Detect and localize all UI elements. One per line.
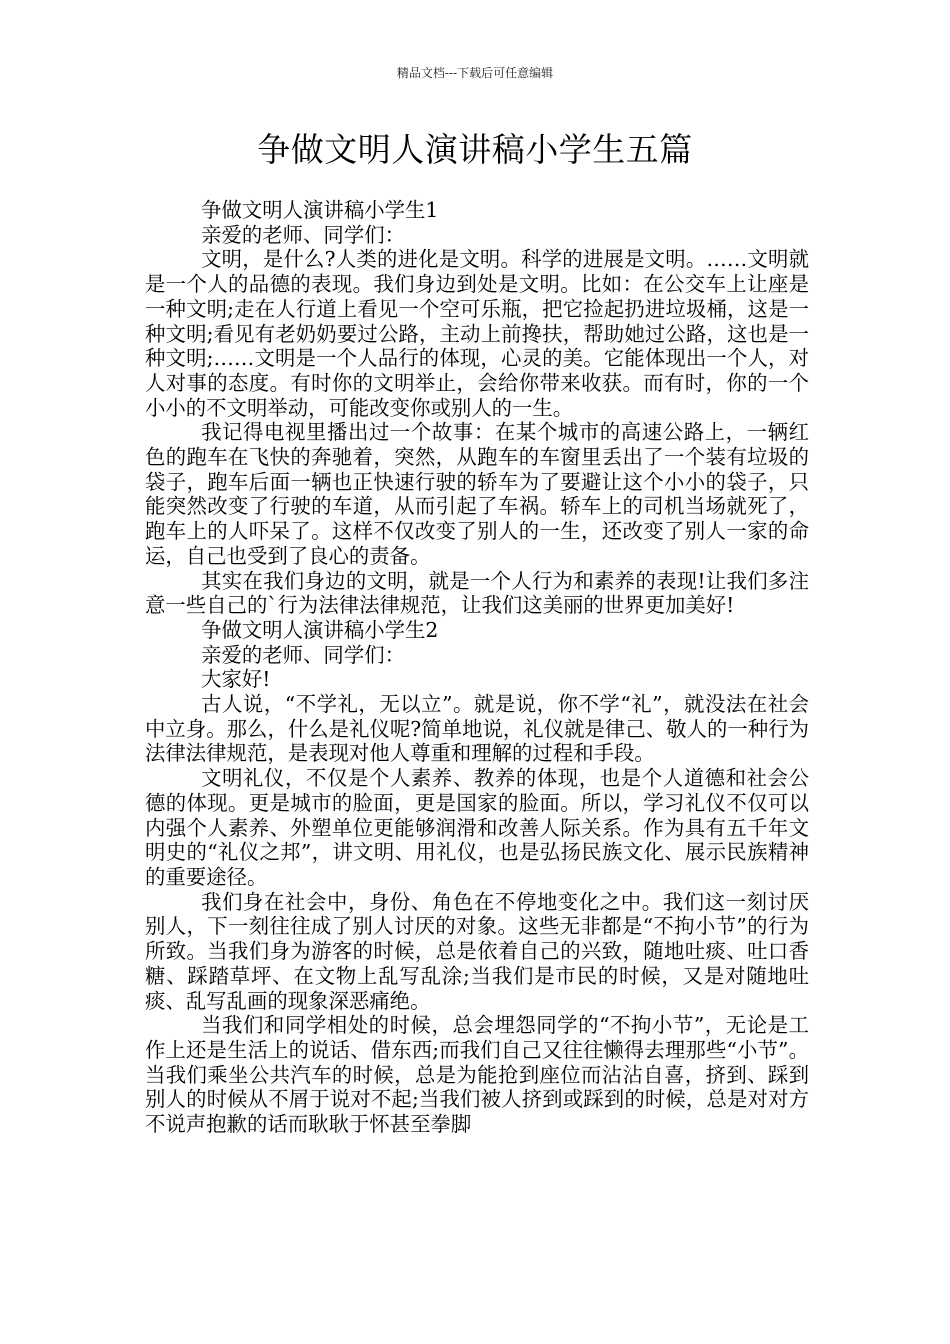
paragraph: 我记得电视里播出过一个故事：在某个城市的高速公路上，一辆红色的跑车在飞快的奔驰着，突然，从跑车的车窗里丢出了一个装有垃圾的袋子，跑车后面一辆也正快速行驶的轿车为了要避让这个小小的袋子，只能突然改变了行驶的车道，从而引起了车祸。轿车上的司机当场就死了，跑车上的人吓呆了。这样不仅改变了别人的一生，还改变了别人一家的命运，自己也受到了良心的责备。	[145, 420, 809, 568]
paragraph: 当我们和同学相处的时候，总会埋怨同学的“不拘小节”，无论是工作上还是生活上的说话、借东西;而我们自己又往往懒得去理那些“小节”。当我们乘坐公共汽车的时候，总是为能抢到座位而沾沾自喜，挤到、踩到别人的时候从不屑于说对不起;当我们被人挤到或踩到的时候，总是对对方不说声抱歉的话而耿耿于怀甚至拳脚	[145, 1013, 809, 1137]
paragraph: 其实在我们身边的文明，就是一个人行为和素养的表现!让我们多注意一些自己的`行为法律法律规范，让我们这美丽的世界更加美好!	[145, 568, 809, 618]
document-title: 争做文明人演讲稿小学生五篇	[257, 130, 693, 169]
section-heading: 争做文明人演讲稿小学生1	[201, 198, 439, 222]
document-body	[145, 198, 809, 1137]
salutation: 亲爱的老师、同学们：	[201, 222, 405, 247]
paragraph: 我们身在社会中，身份、角色在不停地变化之中。我们这一刻讨厌别人，下一刻往往成了别人讨厌的对象。这些无非都是“不拘小节”的行为所致。当我们身为游客的时候，总是依着自己的兴致，随地吐痰、吐口香糖、踩踏草坪、在文物上乱写乱涂;当我们是市民的时候，又是对随地吐痰、乱写乱画的现象深恶痛绝。	[145, 889, 809, 1013]
greeting: 大家好!	[201, 667, 271, 692]
salutation: 亲爱的老师、同学们：	[201, 642, 405, 667]
paragraph: 文明礼仪，不仅是个人素养、教养的体现，也是个人道德和社会公德的体现。更是城市的脸面，更是国家的脸面。所以，学习礼仪不仅可以内强个人素养、外塑单位更能够润滑和改善人际关系。作为具有五千年文明史的“礼仪之邦”，讲文明、用礼仪，也是弘扬民族文化、展示民族精神的重要途径。	[145, 766, 809, 889]
header-note: 精品文档---下载后可任意编辑	[396, 66, 554, 80]
section-heading: 争做文明人演讲稿小学生2	[201, 617, 439, 642]
paragraph: 古人说，“不学礼，无以立”。就是说，你不学“礼”，就没法在社会中立身。那么，什么是礼仪呢?简单地说，礼仪就是律己、敬人的一种行为法律法律规范，是表现对他人尊重和理解的过程和手段。	[145, 692, 809, 766]
paragraph: 文明，是什么?人类的进化是文明。科学的进展是文明。……文明就是一个人的品德的表现。我们身边到处是文明。比如：在公交车上让座是一种文明;走在人行道上看见一个空可乐瓶，把它捡起扔进垃圾桶，这是一种文明;看见有老奶奶要过公路，主动上前搀扶，帮助她过公路，这也是一种文明;……文明是一个人品行的体现，心灵的美。它能体现出一个人，对人对事的态度。有时你的文明举止，会给你带来收获。而有时，你的一个小小的不文明举动，可能改变你或别人的一生。	[145, 247, 809, 420]
